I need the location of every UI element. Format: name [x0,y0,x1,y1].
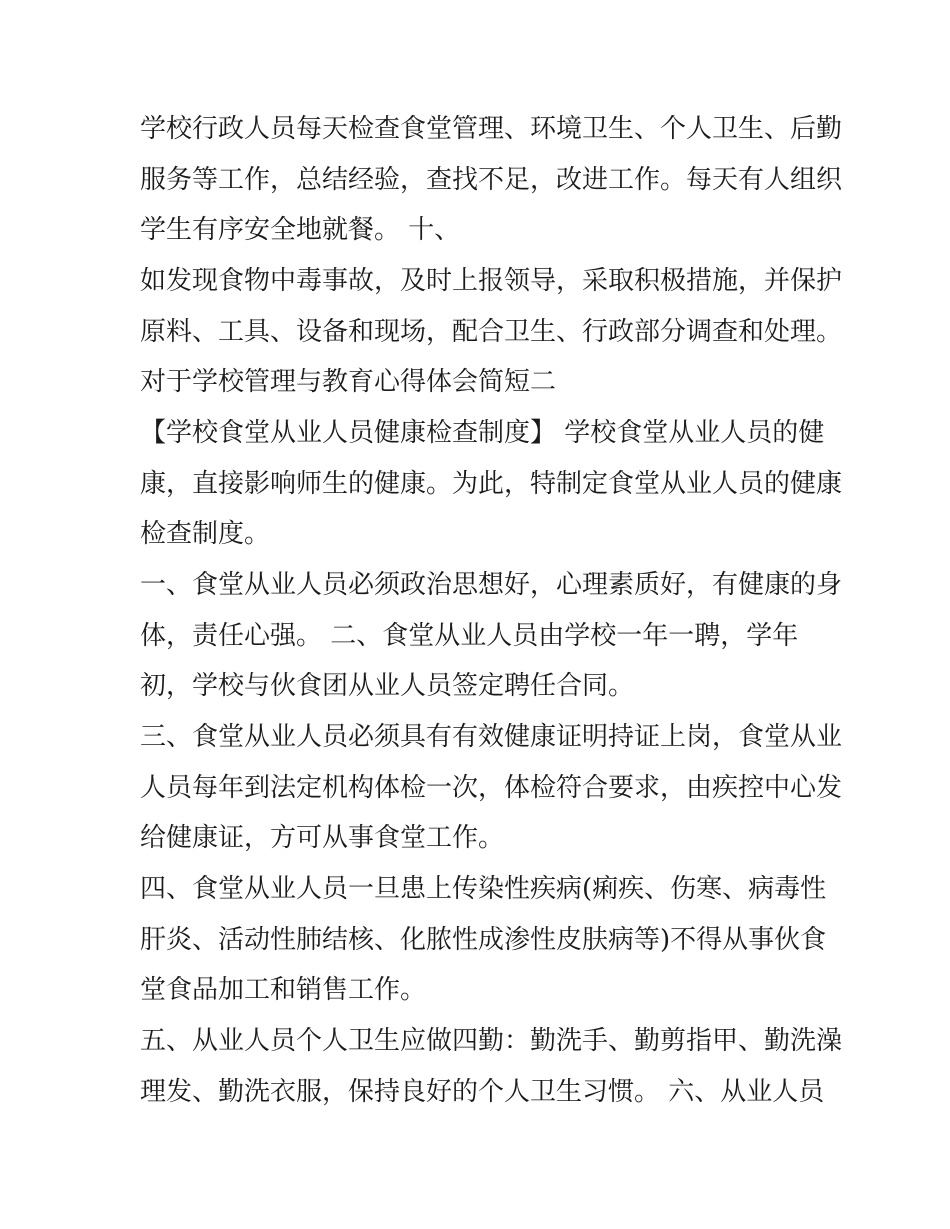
text-line: 学校行政人员每天检查食堂管理、环境卫生、个人卫生、后勤 [140,114,843,144]
text-line: 体，责任心强。 二、食堂从业人员由学校一年一聘，学年 [140,621,799,651]
text-line: 检查制度。 [140,519,271,549]
text-line: 三、食堂从业人员必须具有有效健康证明持证上岗，食堂从业 [140,722,843,752]
text-line: 理发、勤洗衣服，保持良好的个人卫生习惯。 六、从业人员 [140,1077,825,1107]
text-line: 四、食堂从业人员一旦患上传染性疾病(痢疾、伤寒、病毒性 [140,874,827,904]
section-heading: 对于学校管理与教育心得体会简短二 [140,367,557,397]
text-line: 服务等工作，总结经验，查找不足，改进工作。每天有人组织 [140,165,843,195]
text-line: 初，学校与伙食团从业人员签定聘任合同。 [140,671,635,701]
text-line: 肝炎、活动性肺结核、化脓性成渗性皮肤病等)不得从事伙食 [140,925,827,955]
text-line: 五、从业人员个人卫生应做四勤：勤洗手、勤剪指甲、勤洗澡 [140,1026,843,1056]
text-line: 学生有序安全地就餐。 十、 [140,215,461,245]
text-line: 一、食堂从业人员必须政治思想好，心理素质好，有健康的身 [140,570,843,600]
text-line: 给健康证，方可从事食堂工作。 [140,823,505,853]
text-line: 【学校食堂从业人员健康检查制度】 学校食堂从业人员的健 [140,418,825,448]
text-line: 原料、工具、设备和现场，配合卫生、行政部分调查和处理。 [140,317,843,347]
text-line: 康，直接影响师生的健康。为此，特制定食堂从业人员的健康 [140,469,843,499]
text-line: 如发现食物中毒事故，及时上报领导，采取积极措施，并保护 [140,266,843,296]
text-line: 人员每年到法定机构体检一次，体检符合要求，由疾控中心发 [140,773,843,803]
text-line: 堂食品加工和销售工作。 [140,975,427,1005]
